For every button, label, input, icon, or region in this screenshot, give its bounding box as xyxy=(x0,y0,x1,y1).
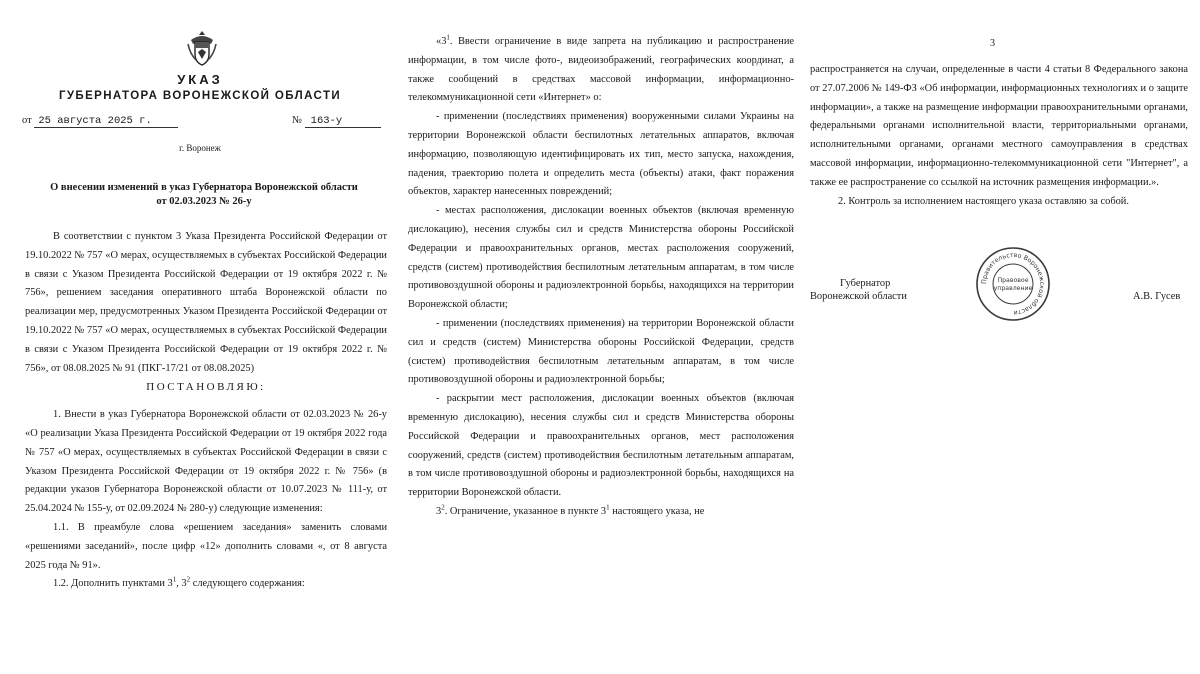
bullet-3-paragraph: - применении (последствиях применения) на территории Воронежской области сил и средств (систем) Министерства обороны Российской Федерации, средств (систем) противодействия беспилотным летательным аппаратам, в том числе противовоздушной обороны и радиоэлектронной борьбы; xyxy=(408,317,794,386)
point-3-2-sup: 2 xyxy=(441,503,445,512)
item-1-2-paragraph xyxy=(25,575,387,594)
date-prefix: от xyxy=(22,115,32,126)
page-number: 3 xyxy=(990,38,995,49)
point-3-1-prefix: «3 xyxy=(436,36,447,47)
point-3-1-text: . Ввести ограничение в виде запрета на публикацию и распространение информации, в том числе фото-, видеоизображений, географических координат, а также сообщений в средствах массовой информации, информационно-телекоммуникационной сети «Интернет» о: xyxy=(408,36,794,104)
page2-body xyxy=(408,33,794,522)
item-1-2-sup-2: 2 xyxy=(186,575,191,584)
page3-body xyxy=(810,61,1188,211)
bullet-4-paragraph: - раскрытии мест расположения, дислокации военных объектов (включая временную дислокацию), несения службы сил и средств Министерства обороны Российской Федерации и правоохранительных органов, мест расположения сооружений, средств (систем) противодействия беспилотным летательным аппаратам, в том числе противовоздушной обороны и радиоэлектронной борьбы, находящихся на территории Воронежской области. xyxy=(408,393,794,499)
decree-number xyxy=(292,115,381,128)
city-label: г. Воронеж xyxy=(179,143,221,153)
point-3-1-sup: 1 xyxy=(446,33,450,42)
date-value: 25 августа 2025 г. xyxy=(34,115,178,128)
item-1-paragraph: 1. Внести в указ Губернатора Воронежской области от 02.03.2023 № 26-у «О реализации Указа Президента Российской Федерации от 19 октября 2022 года № 757 «О мерах, осуществляемых в субъектах Российской Федерации в связи с Указом Президента Российской Федерации от 19 октября 2022 г. № 756» (в редакции указов Губернатора Воронежской области от 10.07.2023 № 111-у, от 25.04.2024 № 155-у, от 02.09.2024 № 280-у) следующие изменения: xyxy=(25,409,387,515)
document-page-2 xyxy=(400,0,800,674)
item-1-1-paragraph: 1.1. В преамбуле слова «решением заседания» заменить словами «решениями заседаний», после цифр «12» дополнить словами «, от 8 августа 2025 года № 91». xyxy=(25,521,387,571)
signer-title-line-1: Губернатор xyxy=(840,278,891,289)
item-1-2-suffix: следующего содержания: xyxy=(190,578,305,590)
signer-name: А.В. Гусев xyxy=(1133,291,1181,302)
decree-word: ПОСТАНОВЛЯЮ: xyxy=(146,381,266,394)
continuation-paragraph: распространяется на случаи, определенные в части 4 статьи 8 Федерального закона от 27.07.2006 № 149-ФЗ «Об информации, информационных технологиях и о защите информации», а также на размещение информации правоохранительными органами, федеральными органами исполнительной власти, территориальными органами, исполнительными органами, органами местного самоуправления в средствах массовой информации, информационно-телекоммуникационной сети "Интернет", а также ее распространение со ссылкой на источник размещения информации.». xyxy=(810,64,1188,188)
stamp-center-line-1: Правовое xyxy=(997,277,1029,284)
decree-subject xyxy=(30,181,378,209)
number-prefix: № xyxy=(292,115,303,126)
signer-title xyxy=(810,277,907,303)
bullet-1-paragraph: - применении (последствиях применения) вооруженными силами Украины на территории Воронежской области беспилотных летательных аппаратов, включая информацию, позволяющую идентифицировать их тип, место запуска, нахождения, падения, траекторию полета и определить места (объекты) атаки, факт поражения объектов, характер нанесенных повреждений; xyxy=(408,111,794,198)
point-3-2-sup-ref: 1 xyxy=(606,503,610,512)
subject-line-2: от 02.03.2023 № 26-у xyxy=(156,196,252,207)
stamp-ring-text: Правительство Воронежской области xyxy=(980,251,1046,317)
item-1-2-sup-1: 1 xyxy=(172,575,177,584)
item-2-paragraph: 2. Контроль за исполнением настоящего указа оставляю за собой. xyxy=(838,195,1129,207)
coat-of-arms-icon xyxy=(182,28,222,68)
point-3-2-suffix: настоящего указа, не xyxy=(609,505,705,517)
point-3-2-prefix: 3 xyxy=(436,505,442,517)
document-page-1 xyxy=(0,0,400,674)
decree-title: УКАЗ xyxy=(177,72,223,87)
decree-date xyxy=(22,115,178,128)
point-3-2-paragraph xyxy=(408,503,794,522)
subject-line-1: О внесении изменений в указ Губернатора Воронежской области xyxy=(50,182,358,193)
item-1-2-prefix: 1.2. Дополнить пунктами 3 xyxy=(53,578,173,590)
preamble-paragraph: В соответствии с пунктом 3 Указа Президента Российской Федерации от 19.10.2022 № 757 «О мерах, осуществляемых в субъектах Российской Федерации в связи с Указом Президента Российской Федерации от 19 октября 2022 г. № 756», решением заседания оперативного штаба Воронежской области по реализации мер, предусмотренных Указом Президента Российской Федерации от 19.10.2022 № 757 «О мерах, осуществляемых в субъектах Российской Федерации в связи с Указом Президента Российской Федерации от 19 октября 2022 г. № 756», от 08.08.2025 № 91 (ПКГ-17/21 от 08.08.2025) xyxy=(25,231,387,374)
issuer-title: ГУБЕРНАТОРА ВОРОНЕЖСКОЙ ОБЛАСТИ xyxy=(58,90,342,102)
bullet-2-paragraph: - местах расположения, дислокации военных объектов (включая временную дислокацию), несения службы сил и средств Министерства обороны Российской Федерации и правоохранительных органов, местах расположения сооружений, средств (систем) противодействия беспилотным летательным аппаратам, в том числе противовоздушной обороны и радиоэлектронной борьбы, находящихся на территории Воронежской области; xyxy=(408,205,794,311)
stamp-center-line-2: управление xyxy=(993,285,1033,292)
signer-title-line-2: Воронежской области xyxy=(810,291,907,302)
official-stamp-icon xyxy=(975,246,1051,322)
point-3-2-mid: . Ограничение, указанное в пункте 3 xyxy=(444,505,607,517)
number-value: 163-у xyxy=(305,115,381,128)
page1-body xyxy=(25,228,387,594)
item-1-2-separator: , 3 xyxy=(176,578,187,590)
point-3-1-paragraph xyxy=(408,33,794,108)
